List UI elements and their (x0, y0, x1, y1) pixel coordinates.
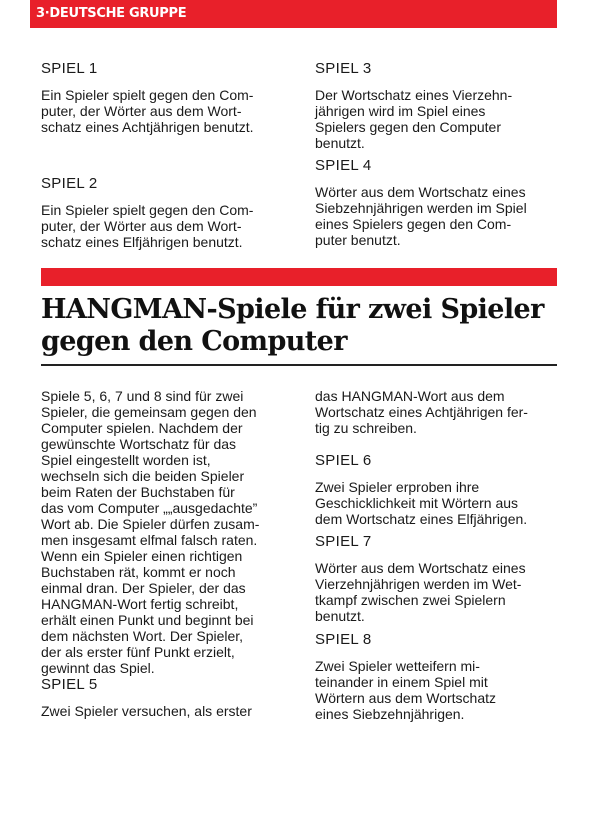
text-line: Wenn ein Spieler einen richtigen (41, 548, 243, 564)
spiel-5-continued-block (315, 388, 555, 436)
text-line: Spiel eingestellt worden ist, (41, 452, 211, 468)
text-line: Geschicklichkeit mit Wörtern aus (315, 495, 519, 511)
spiel-8-text (315, 658, 555, 722)
text-line: Ein Spieler spielt gegen den Com- (41, 87, 254, 103)
spiel-6-heading: SPIEL 6 (315, 452, 372, 469)
text-line: wechseln sich die beiden Spieler (41, 468, 245, 484)
text-line: tkampf zwischen zwei Spielern (315, 592, 506, 608)
text-line: Wörter aus dem Wortschatz eines (315, 184, 526, 200)
spiel-6-block (315, 452, 555, 527)
text-line: gewinnt das Spiel. (41, 660, 155, 676)
spiel-4-heading: SPIEL 4 (315, 157, 372, 174)
text-line: Der Wortschatz eines Vierzehn- (315, 87, 513, 103)
text-line: jährigen wird im Spiel eines (315, 103, 486, 119)
section-bar (41, 268, 557, 286)
text-line: men insgesamt elfmal falsch raten. (41, 532, 258, 548)
spiel-2-block (41, 175, 281, 250)
spiel-3-heading: SPIEL 3 (315, 60, 372, 77)
title-rule (41, 364, 557, 366)
text-line: erhält einen Punkt und beginnt bei (41, 612, 254, 628)
text-line: Spieler, die gemeinsam gegen den (41, 404, 257, 420)
text-line: schatz eines Elfjährigen benutzt. (41, 234, 243, 250)
spiel-2-heading: SPIEL 2 (41, 175, 98, 192)
spiel-5-continued-text (315, 388, 555, 436)
text-line: einmal dran. Der Spieler, der das (41, 580, 246, 596)
text-line: Wort ab. Die Spieler dürfen zusam- (41, 516, 260, 532)
spiel-7-heading: SPIEL 7 (315, 533, 372, 550)
text-line: Zwei Spieler erproben ihre (315, 479, 480, 495)
header-label: 3·DEUTSCHE GRUPPE (36, 6, 187, 21)
spiel-6-text (315, 479, 555, 527)
spiel-1-heading: SPIEL 1 (41, 60, 98, 77)
spiel-3-block (315, 60, 555, 151)
spiel-1-block (41, 60, 281, 135)
text-line: das HANGMAN-Wort aus dem (315, 388, 505, 404)
spiel-8-block (315, 631, 555, 722)
text-line: Wortschatz eines Achtjährigen fer- (315, 404, 528, 420)
spiel-3-text (315, 87, 555, 151)
header-bar (30, 0, 557, 28)
text-line: Zwei Spieler versuchen, als erster (41, 703, 252, 719)
spiel-8-heading: SPIEL 8 (315, 631, 372, 648)
spiel-4-block (315, 157, 555, 248)
text-line: Zwei Spieler wetteifern mi- (315, 658, 480, 674)
text-line: eines Siebzehnjährigen. (315, 706, 465, 722)
text-line: HANGMAN-Wort fertig schreibt, (41, 596, 239, 612)
text-line: Wörter aus dem Wortschatz eines (315, 560, 526, 576)
spiel-2-text (41, 202, 281, 250)
text-line: tig zu schreiben. (315, 420, 417, 436)
text-line: Vierzehnjährigen werden im Wet- (315, 576, 522, 592)
text-line: puter, der Wörter aus dem Wort- (41, 103, 242, 119)
section-title (41, 294, 561, 358)
text-line: benutzt. (315, 608, 365, 624)
spiel-1-text (41, 87, 281, 135)
text-line: Siebzehnjährigen werden im Spiel (315, 200, 527, 216)
text-line: Spielers gegen den Computer (315, 119, 502, 135)
spiel-5-heading: SPIEL 5 (41, 676, 98, 693)
text-line: dem Wortschatz eines Elfjährigen. (315, 511, 528, 527)
text-line: das vom Computer „„ausgedachte” (41, 500, 258, 516)
spiel-7-text (315, 560, 555, 624)
text-line: der als erster fünf Punkt erzielt, (41, 644, 235, 660)
text-line: puter, der Wörter aus dem Wort- (41, 218, 242, 234)
spiel-5-block (41, 676, 281, 719)
text-line: teinander in einem Spiel mit (315, 674, 488, 690)
spiel-4-text (315, 184, 555, 248)
spiel-5-text (41, 703, 281, 719)
spiel-7-block (315, 533, 555, 624)
text-line: eines Spielers gegen den Com- (315, 216, 512, 232)
text-line: Wörtern aus dem Wortschatz (315, 690, 497, 706)
intro-text (41, 388, 281, 676)
text-line: dem nächsten Wort. Der Spieler, (41, 628, 244, 644)
text-line: Computer spielen. Nachdem der (41, 420, 243, 436)
text-line: Buchstaben rät, kommt er noch (41, 564, 236, 580)
section-title-line-2: gegen den Computer (41, 326, 347, 357)
text-line: puter benutzt. (315, 232, 401, 248)
text-line: gewünschte Wortschatz für das (41, 436, 237, 452)
intro-block (41, 388, 281, 676)
text-line: Spiele 5, 6, 7 und 8 sind für zwei (41, 388, 244, 404)
text-line: schatz eines Achtjährigen benutzt. (41, 119, 254, 135)
text-line: beim Raten der Buchstaben für (41, 484, 235, 500)
section-title-line-1: HANGMAN-Spiele für zwei Spieler (41, 294, 544, 325)
text-line: benutzt. (315, 135, 365, 151)
text-line: Ein Spieler spielt gegen den Com- (41, 202, 254, 218)
